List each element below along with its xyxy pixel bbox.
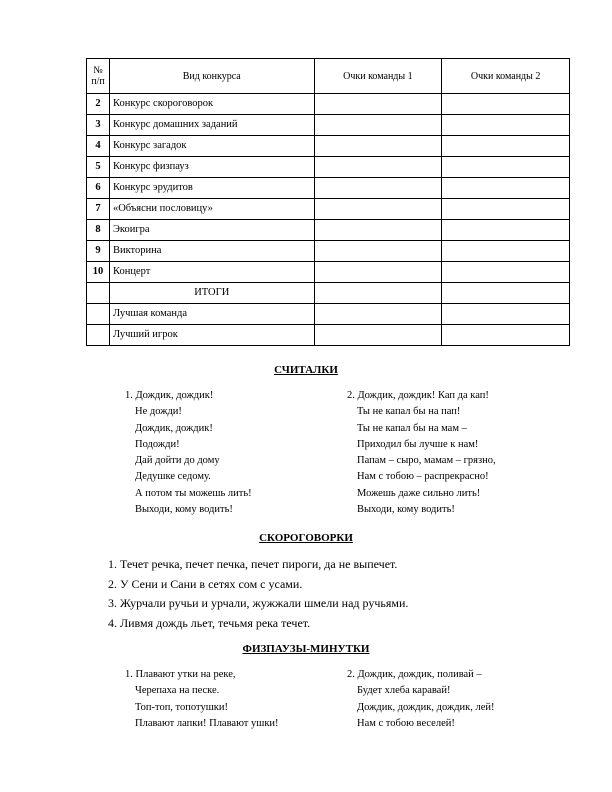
contest-score-table [86,58,570,346]
verse-line: Топ-топ, топотушки! [135,701,228,713]
verse-line: Папам – сыро, мамам – грязно, [357,455,496,467]
best-player-row [87,325,570,346]
table-row [87,178,570,199]
verse-line: Дождик, дождик, дождик, лей! [357,701,495,713]
team1-score-cell [314,199,442,220]
team2-score-cell [442,94,570,115]
team1-score-cell [314,220,442,241]
verse-line: Дождик, дождик! [135,422,213,434]
team1-score-cell [314,178,442,199]
team2-score-cell [442,241,570,262]
team2-score-cell [442,220,570,241]
table-row [87,199,570,220]
row-number: 3 [87,115,110,136]
team1-score-cell [314,304,442,325]
verse-line: Дай дойти до дому [135,455,220,467]
table-header-row [87,59,570,94]
verse-line: Выходи, кому водить! [135,504,233,516]
verse-line: Ты не капал бы на пап! [357,406,461,418]
row-number: 5 [87,157,110,178]
header-team1-points: Очки команды 1 [314,59,442,94]
best-team-number-cell [87,304,110,325]
row-contest-name: Конкурс скороговорок [109,94,314,115]
tongue-twisters-list [108,555,408,633]
table-row [87,94,570,115]
team1-score-cell [314,94,442,115]
verse-line: А потом ты можешь лить! [135,487,252,499]
verse-line: 2. Дождик, дождик! Кап да кап! [347,390,489,401]
table-row [87,115,570,136]
best-player-number-cell [87,325,110,346]
verse-line: Черепаха на песке. [135,685,220,697]
verse-line: Не дожди! [135,406,182,418]
verse-line: Дедушке седому. [135,471,211,483]
row-number: 7 [87,199,110,220]
table-row [87,241,570,262]
verse-line: Ты не капал бы на мам – [357,422,467,434]
row-contest-name: Конкурс домашних заданий [109,115,314,136]
header-contest-type: Вид конкурса [109,59,314,94]
header-team2-points: Очки команды 2 [442,59,570,94]
row-contest-name: Конкурс загадок [109,136,314,157]
verse-line: 2. Дождик, дождик, поливай – [347,669,482,680]
table-row [87,157,570,178]
team2-score-cell [442,262,570,283]
list-item: 1. Течет речка, печет печка, печет пироги, да не выпечет. [108,557,398,571]
team1-score-cell [314,115,442,136]
best-team-row [87,304,570,325]
team1-score-cell [314,136,442,157]
team1-score-cell [314,262,442,283]
row-number: 4 [87,136,110,157]
team2-score-cell [442,157,570,178]
team2-score-cell [442,136,570,157]
row-number: 9 [87,241,110,262]
row-contest-name: Конкурс эрудитов [109,178,314,199]
team2-score-cell [442,304,570,325]
row-contest-name: Экоигра [109,220,314,241]
list-item: 2. У Сени и Сани в сетях сом с усами. [108,576,303,591]
table-row [87,220,570,241]
totals-row [87,283,570,304]
table-row [87,262,570,283]
verse-line: Приходил бы лучше к нам! [357,438,479,450]
counting-rhyme-1 [125,388,252,518]
team2-score-cell [442,115,570,136]
totals-number-cell [87,283,110,304]
verse-line: Будет хлеба каравай! [357,685,451,697]
exercise-rhyme-2 [347,667,495,732]
verse-line: Можешь даже сильно лить! [357,487,481,499]
row-number: 6 [87,178,110,199]
team2-score-cell [442,178,570,199]
verse-line: Подожди! [135,438,180,450]
table-row [87,136,570,157]
verse-line: Нам с тобою – распрекрасно! [357,471,489,483]
team2-score-cell [442,199,570,220]
row-number: 10 [87,262,110,283]
team1-score-cell [314,325,442,346]
row-number: 8 [87,220,110,241]
row-contest-name: Конкурс физпауз [109,157,314,178]
verse-line: Плавают лапки! Плавают ушки! [135,717,279,729]
row-contest-name: Концерт [109,262,314,283]
counting-rhyme-2 [347,388,496,518]
row-contest-name: «Объясни пословицу» [109,199,314,220]
header-number: № п/п [87,59,110,94]
row-contest-name: Викторина [109,241,314,262]
list-item: 4. Ливмя дождь льет, течьмя река течет. [108,615,311,630]
verse-line: Нам с тобою веселей! [357,717,455,729]
exercises-title: ФИЗПАУЗЫ-МИНУТКИ [242,643,370,655]
team2-score-cell [442,325,570,346]
counting-rhymes-title: СЧИТАЛКИ [274,364,338,376]
tongue-twisters-title: СКОРОГОВОРКИ [259,532,353,544]
team1-score-cell [314,241,442,262]
row-number: 2 [87,94,110,115]
best-player-label: Лучший игрок [109,325,314,346]
verse-line: 1. Плавают утки на реке, [125,669,236,680]
totals-label: ИТОГИ [109,283,314,304]
list-item: 3. Журчали ручьи и урчали, жужжали шмели над ручьями. [108,596,409,610]
verse-line: 1. Дождик, дождик! [125,390,214,401]
team1-score-cell [314,283,442,304]
best-team-label: Лучшая команда [109,304,314,325]
team2-score-cell [442,283,570,304]
team1-score-cell [314,157,442,178]
verse-line: Выходи, кому водить! [357,504,455,516]
exercise-rhyme-1 [125,667,279,732]
